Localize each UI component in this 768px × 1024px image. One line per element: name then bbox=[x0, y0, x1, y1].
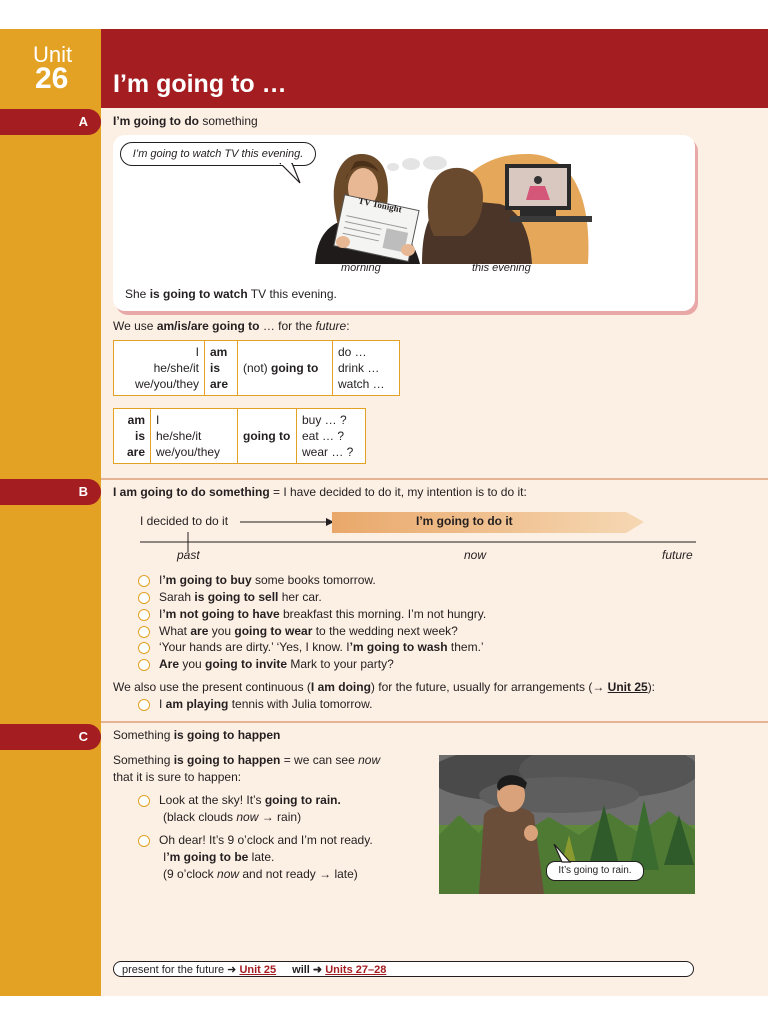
verbs-cell bbox=[114, 409, 151, 464]
section-a-heading: I’m going to do something bbox=[113, 114, 258, 128]
example-item: Sarah is going to sell her car. bbox=[138, 590, 322, 604]
woman-watching-tv-illustration bbox=[420, 152, 592, 264]
verb: is bbox=[134, 429, 145, 443]
ending: wear … ? bbox=[302, 445, 354, 459]
section-c-intro-line2: that it is sure to happen: bbox=[113, 770, 242, 784]
section-divider bbox=[101, 478, 768, 480]
ending: watch … bbox=[338, 377, 385, 391]
subject: we/you/they bbox=[156, 445, 221, 459]
ending: drink … bbox=[338, 361, 380, 375]
timeline-past: past bbox=[177, 548, 200, 562]
ending: buy … ? bbox=[302, 413, 347, 427]
subjects-cell bbox=[114, 341, 205, 396]
subject: we/you/they bbox=[134, 377, 199, 391]
going-to-cell: (not) going to bbox=[238, 341, 333, 396]
section-divider bbox=[101, 721, 768, 723]
example-explanation: (9 o’clock now and not ready → late) bbox=[163, 867, 358, 881]
cross-reference-bar: present for the future ➜ Unit 25 will ➜ Units 27–28 bbox=[113, 961, 694, 977]
section-c-tab bbox=[0, 724, 101, 750]
section-c-heading: Something is going to happen bbox=[113, 728, 281, 742]
subject: he/she/it bbox=[156, 429, 202, 443]
usage-line: We use am/is/are going to … for the future: bbox=[113, 319, 350, 333]
section-c-intro: Something is going to happen = we can see now bbox=[113, 753, 381, 767]
verb: is bbox=[210, 361, 221, 375]
subject: he/she/it bbox=[153, 361, 199, 375]
newspaper-title: TV Tonight bbox=[357, 195, 403, 215]
subject: I bbox=[195, 345, 199, 359]
bullet-icon bbox=[138, 609, 150, 621]
verb: are bbox=[126, 445, 145, 459]
timeline-now: now bbox=[464, 548, 487, 562]
example-item: What are you going to wear to the wedding next week? bbox=[138, 624, 458, 638]
verb: am bbox=[210, 345, 228, 359]
speech-bubble: I’m going to watch TV this evening. bbox=[120, 142, 316, 166]
bullet-icon bbox=[138, 626, 150, 638]
example-item: Look at the sky! It’s going to rain. bbox=[138, 793, 341, 807]
units-27-28-link[interactable]: Units 27–28 bbox=[325, 964, 387, 976]
example-item: I’m going to buy some books tomorrow. bbox=[138, 573, 376, 587]
example-line: I’m going to be late. bbox=[163, 850, 275, 864]
section-b-heading: I am going to do something = I have decided to do it, my intention is to do it: bbox=[113, 485, 527, 499]
verbs-cell bbox=[205, 341, 238, 396]
rain-speech-bubble-tail bbox=[552, 844, 572, 863]
affirmative-table bbox=[113, 340, 400, 396]
caption-this-evening: this evening bbox=[472, 262, 531, 274]
bullet-icon bbox=[138, 835, 150, 847]
bullet-icon bbox=[138, 659, 150, 671]
page-title: I’m going to … bbox=[113, 70, 287, 98]
bullet-icon bbox=[138, 575, 150, 587]
example-item: ‘Your hands are dirty.’ ‘Yes, I know. I’m going to wash them.’ bbox=[138, 640, 484, 654]
endings-cell bbox=[333, 341, 400, 396]
bullet-icon bbox=[138, 642, 150, 654]
also-use-line: We also use the present continuous (I am doing) for the future, usually for arrangements (→ Unit 25): bbox=[113, 680, 656, 694]
going-to-cell: going to bbox=[238, 409, 297, 464]
example-sentence: She is going to watch TV this evening. bbox=[125, 287, 337, 301]
caption-morning: morning bbox=[341, 262, 381, 274]
bullet-icon bbox=[138, 592, 150, 604]
example-explanation: (black clouds now → rain) bbox=[163, 810, 302, 824]
timeline-arrow-label: I’m going to do it bbox=[416, 514, 513, 528]
timeline-decided-label: I decided to do it bbox=[140, 514, 229, 528]
verb: are bbox=[210, 377, 229, 391]
ending: do … bbox=[338, 345, 367, 359]
unit-25-link[interactable]: Unit 25 bbox=[607, 680, 648, 694]
verb: am bbox=[127, 413, 145, 427]
example-item: I’m not going to have breakfast this morning. I’m not hungry. bbox=[138, 607, 486, 621]
section-b-tab bbox=[0, 479, 101, 505]
subjects-cell bbox=[151, 409, 238, 464]
timeline-axis bbox=[140, 541, 696, 543]
timeline-future: future bbox=[662, 548, 693, 562]
endings-cell bbox=[297, 409, 366, 464]
example-item: I am playing tennis with Julia tomorrow. bbox=[138, 697, 372, 711]
bullet-icon bbox=[138, 699, 150, 711]
ending: eat … ? bbox=[302, 429, 345, 443]
sidebar-band bbox=[0, 29, 101, 996]
unit-25-link[interactable]: Unit 25 bbox=[239, 964, 277, 976]
section-b-letter: B bbox=[78, 484, 88, 499]
rain-speech-bubble: It’s going to rain. bbox=[546, 861, 644, 881]
section-a-tab bbox=[0, 109, 101, 135]
example-item: Oh dear! It’s 9 o’clock and I’m not ready. bbox=[138, 833, 373, 847]
section-c-letter: C bbox=[78, 729, 88, 744]
bullet-icon bbox=[138, 795, 150, 807]
section-a-letter: A bbox=[78, 114, 88, 129]
example-item: Are you going to invite Mark to your party? bbox=[138, 657, 394, 671]
unit-number: 26 bbox=[35, 62, 69, 95]
subject: I bbox=[156, 413, 160, 427]
question-table bbox=[113, 408, 366, 464]
unit-label: Unit bbox=[33, 42, 73, 67]
